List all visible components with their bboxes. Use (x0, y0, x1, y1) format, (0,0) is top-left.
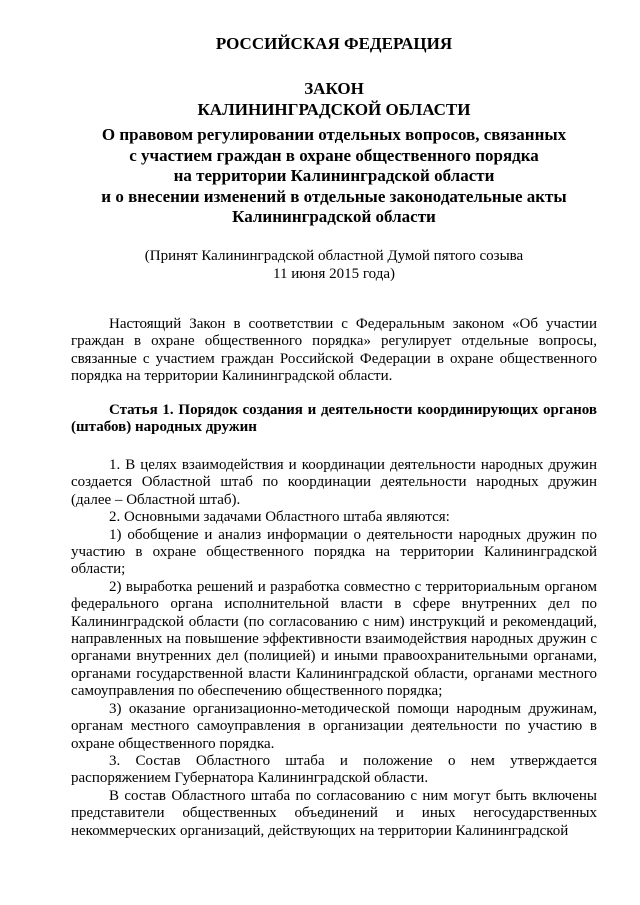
law-heading-line-1: ЗАКОН (304, 79, 364, 98)
law-title-line: с участием граждан в охране общественного порядка (129, 145, 539, 165)
paragraph: 3. Состав Областного штаба и положение о нем утверждается распоряжением Губернатора Калининградской области. (71, 752, 597, 787)
law-title-line: О правовом регулировании отдельных вопросов, связанных (101, 125, 567, 144)
article-body (71, 457, 597, 840)
law-heading-line-2: КАЛИНИНГРАДСКОЙ ОБЛАСТИ (197, 100, 471, 119)
country-heading: РОССИЙСКАЯ ФЕДЕРАЦИЯ (215, 34, 453, 53)
adoption-note-line-2: 11 июня 2015 года) (273, 266, 395, 282)
article-1-heading: Статья 1. Порядок создания и деятельности координирующих органов (штабов) народных дружин (71, 402, 597, 436)
paragraph: 1. В целях взаимодействия и координации деятельности народных дружин создается Областной штаб по координации деятельности народных дружин (далее – Областной штаб). (71, 457, 597, 508)
preamble (71, 316, 597, 386)
preamble-paragraph: Настоящий Закон в соответствии с Федеральным законом «Об участии граждан в охране общественного порядка» регулирует отдельные вопросы, связанные с участием граждан Российской Федерации в охране общественного порядка на территории Калининградской области. (71, 316, 597, 385)
article-heading (71, 402, 597, 437)
paragraph: 2. Основными задачами Областного штаба являются: (109, 509, 450, 526)
law-title-line: на территории Калининградской области (173, 166, 495, 185)
paragraph: В состав Областного штаба по согласованию с ним могут быть включены представители общественных объединений и иных негосударственных некоммерческих организаций, действующих на территории Калининградской (71, 787, 597, 839)
law-title-line: Калининградской области (232, 207, 436, 226)
paragraph: 2) выработка решений и разработка совместно с территориальным органом федерального органа исполнительной власти в сфере внутренних дел по Калининградской области (по согласованию с ним) инструкций и рекомендаций, направленных на повышение эффективности взаимодействия народных дружин с органами внутренних дел (полицией) и иными правоохранительными органами, органами государственной власти Калининградской области, органами местного самоуправления по обеспечению общественного порядка; (71, 578, 597, 700)
paragraph: 1) обобщение и анализ информации о деятельности народных дружин по участию в охране общественного порядка на территории Калининградской области; (71, 526, 597, 578)
law-title-line: и о внесении изменений в отдельные законодательные акты (101, 186, 567, 206)
adoption-note (70, 247, 598, 283)
paragraph: 3) оказание организационно-методической помощи народным дружинам, органам местного самоуправления в организации деятельности по участию в охране общественного порядка. (71, 700, 597, 752)
law-heading (70, 78, 598, 120)
adoption-note-line-1: (Принят Калининградской областной Думой пятого созыва (144, 248, 524, 264)
law-title (70, 125, 598, 228)
